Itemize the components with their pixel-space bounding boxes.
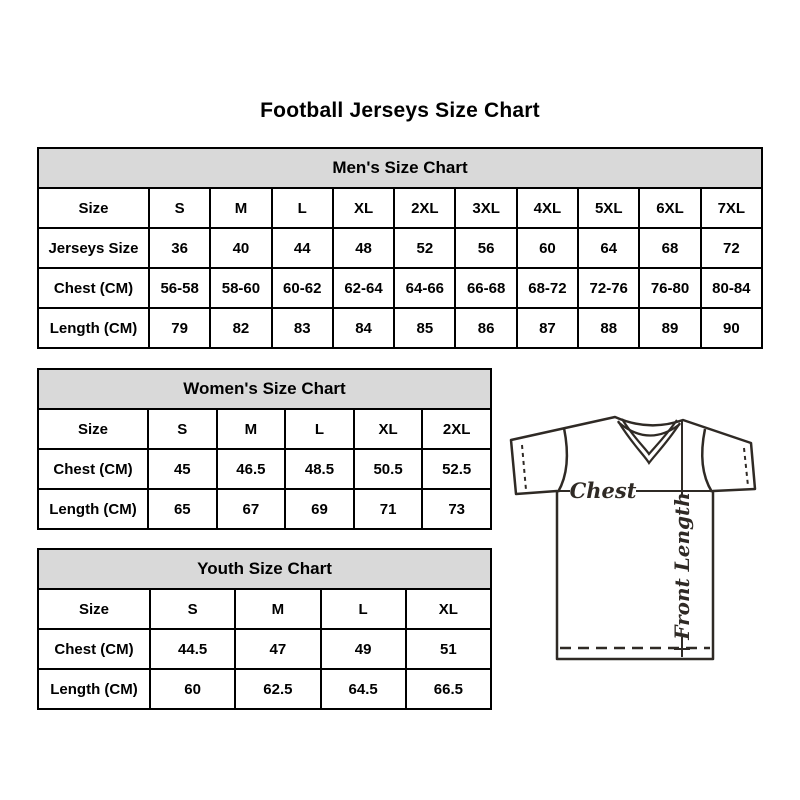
value-cell: 64-66 xyxy=(394,268,455,308)
value-cell: M xyxy=(210,188,271,228)
value-cell: 89 xyxy=(639,308,700,348)
value-cell: 79 xyxy=(149,308,210,348)
table-row xyxy=(38,188,762,228)
value-cell: 88 xyxy=(578,308,639,348)
value-cell: 69 xyxy=(285,489,354,529)
value-cell: 48.5 xyxy=(285,449,354,489)
value-cell: S xyxy=(150,589,235,629)
value-cell: M xyxy=(235,589,320,629)
value-cell: 66-68 xyxy=(455,268,516,308)
mens-size-chart-title: Men's Size Chart xyxy=(38,148,762,188)
value-cell: 90 xyxy=(701,308,762,348)
value-cell: 50.5 xyxy=(354,449,423,489)
row-label-cell: Size xyxy=(38,409,148,449)
value-cell: 47 xyxy=(235,629,320,669)
value-cell: 51 xyxy=(406,629,491,669)
jersey-diagram xyxy=(498,396,780,688)
value-cell: 5XL xyxy=(578,188,639,228)
value-cell: 72 xyxy=(701,228,762,268)
row-label-cell: Length (CM) xyxy=(38,308,149,348)
value-cell: 56 xyxy=(455,228,516,268)
value-cell: 6XL xyxy=(639,188,700,228)
value-cell: XL xyxy=(333,188,394,228)
front-length-measure-label: Front Length xyxy=(670,492,694,640)
row-label-cell: Chest (CM) xyxy=(38,268,149,308)
value-cell: 68-72 xyxy=(517,268,578,308)
value-cell: 3XL xyxy=(455,188,516,228)
value-cell: 72-76 xyxy=(578,268,639,308)
value-cell: L xyxy=(285,409,354,449)
value-cell: 44 xyxy=(272,228,333,268)
value-cell: 52 xyxy=(394,228,455,268)
value-cell: 7XL xyxy=(701,188,762,228)
row-label-cell: Length (CM) xyxy=(38,489,148,529)
value-cell: L xyxy=(272,188,333,228)
value-cell: 80-84 xyxy=(701,268,762,308)
table-row xyxy=(38,449,491,489)
row-label-cell: Chest (CM) xyxy=(38,449,148,489)
womens-size-table xyxy=(37,368,492,530)
value-cell: XL xyxy=(354,409,423,449)
jersey-illustration xyxy=(498,396,780,688)
value-cell: 64 xyxy=(578,228,639,268)
value-cell: 48 xyxy=(333,228,394,268)
womens-size-chart-title: Women's Size Chart xyxy=(38,369,491,409)
value-cell: 52.5 xyxy=(422,449,491,489)
table-row xyxy=(38,489,491,529)
table-row xyxy=(38,409,491,449)
row-label-cell: Length (CM) xyxy=(38,669,150,709)
row-label-cell: Jerseys Size xyxy=(38,228,149,268)
value-cell: 36 xyxy=(149,228,210,268)
value-cell: 46.5 xyxy=(217,449,286,489)
value-cell: 67 xyxy=(217,489,286,529)
row-label-cell: Chest (CM) xyxy=(38,629,150,669)
value-cell: XL xyxy=(406,589,491,629)
value-cell: 62-64 xyxy=(333,268,394,308)
row-label-cell: Size xyxy=(38,589,150,629)
value-cell: 62.5 xyxy=(235,669,320,709)
value-cell: 45 xyxy=(148,449,217,489)
value-cell: 65 xyxy=(148,489,217,529)
page-title: Football Jerseys Size Chart xyxy=(260,99,540,122)
value-cell: 87 xyxy=(517,308,578,348)
value-cell: 64.5 xyxy=(321,669,406,709)
value-cell: 4XL xyxy=(517,188,578,228)
mens-size-table xyxy=(37,147,763,349)
value-cell: 58-60 xyxy=(210,268,271,308)
value-cell: 85 xyxy=(394,308,455,348)
table-row xyxy=(38,669,491,709)
value-cell: 66.5 xyxy=(406,669,491,709)
value-cell: S xyxy=(148,409,217,449)
value-cell: 60 xyxy=(150,669,235,709)
value-cell: 68 xyxy=(639,228,700,268)
row-label-cell: Size xyxy=(38,188,149,228)
table-row xyxy=(38,308,762,348)
table-row xyxy=(38,268,762,308)
value-cell: 60 xyxy=(517,228,578,268)
youth-size-table xyxy=(37,548,492,710)
value-cell: 2XL xyxy=(394,188,455,228)
value-cell: 60-62 xyxy=(272,268,333,308)
value-cell: S xyxy=(149,188,210,228)
value-cell: 49 xyxy=(321,629,406,669)
value-cell: 73 xyxy=(422,489,491,529)
value-cell: 82 xyxy=(210,308,271,348)
value-cell: 40 xyxy=(210,228,271,268)
value-cell: M xyxy=(217,409,286,449)
youth-size-chart-title: Youth Size Chart xyxy=(38,549,491,589)
value-cell: 84 xyxy=(333,308,394,348)
table-row xyxy=(38,629,491,669)
value-cell: 86 xyxy=(455,308,516,348)
table-row xyxy=(38,228,762,268)
table-row xyxy=(38,589,491,629)
value-cell: 71 xyxy=(354,489,423,529)
chest-measure-label: Chest xyxy=(569,478,637,503)
value-cell: 44.5 xyxy=(150,629,235,669)
value-cell: L xyxy=(321,589,406,629)
value-cell: 56-58 xyxy=(149,268,210,308)
value-cell: 2XL xyxy=(422,409,491,449)
jersey-outline-shape xyxy=(511,417,755,659)
value-cell: 83 xyxy=(272,308,333,348)
value-cell: 76-80 xyxy=(639,268,700,308)
